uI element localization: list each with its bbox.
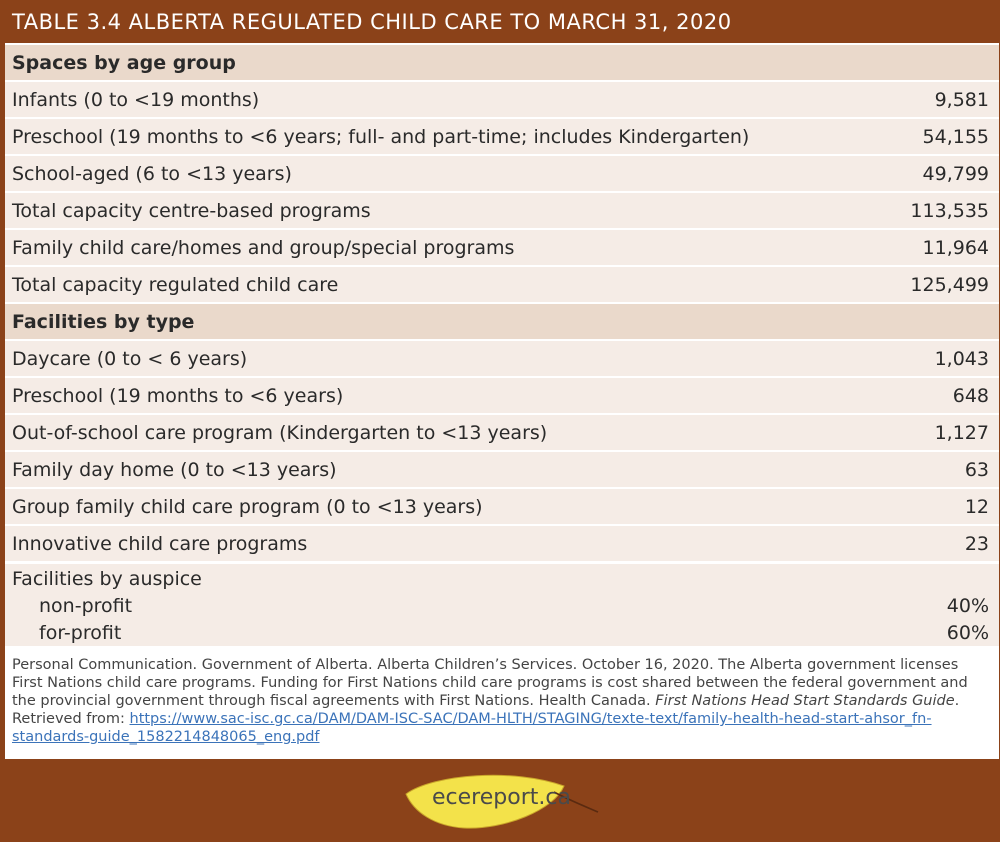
auspice-item-label: for-profit	[39, 622, 122, 644]
row-label: Group family child care program (0 to <13 years)	[12, 495, 483, 518]
row-value: 63	[964, 458, 989, 481]
section-header-label: Facilities by type	[12, 310, 195, 333]
auspice-label: Facilities by auspice	[12, 568, 202, 590]
row-label: Family child care/homes and group/special programs	[12, 236, 515, 259]
table-row	[5, 415, 999, 450]
auspice-row	[5, 622, 999, 644]
row-label: Preschool (19 months to <6 years; full- and part-time; includes Kindergarten)	[12, 125, 750, 148]
source-note	[12, 656, 987, 746]
table-row	[5, 526, 999, 561]
section-header-spaces	[5, 45, 999, 80]
note-text: Personal Communication. Government of Alberta. Alberta Children’s Services. October 16, 2020. The Alberta government licenses First Nations child care programs. Funding for First Nations child care programs is cost shared between the federal government and the provincial government through fiscal agreements with First Nations. Health Canada.	[12, 657, 968, 709]
row-value: 23	[964, 532, 989, 555]
table-row	[5, 156, 999, 191]
table-row	[5, 378, 999, 413]
logo-text[interactable]: ecereport.ca	[432, 785, 571, 810]
row-label: Family day home (0 to <13 years)	[12, 458, 337, 481]
table-row	[5, 230, 999, 265]
source-link[interactable]: https://www.sac-isc.gc.ca/DAM/DAM-ISC-SAC/DAM-HLTH/STAGING/texte-text/family-health-head-start-ahsor_fn-standards-guide_1582214848065_eng.pdf	[12, 711, 932, 745]
row-label: Total capacity centre-based programs	[12, 199, 371, 222]
auspice-item-value: 40%	[946, 595, 989, 617]
row-label: Out-of-school care program (Kindergarten to <13 years)	[12, 421, 548, 444]
table-row	[5, 341, 999, 376]
row-value: 12	[964, 495, 989, 518]
row-value: 648	[952, 384, 989, 407]
table-row	[5, 193, 999, 228]
row-value: 125,499	[910, 273, 989, 296]
table-row	[5, 82, 999, 117]
table-row	[5, 119, 999, 154]
row-value: 113,535	[910, 199, 989, 222]
auspice-item-label: non-profit	[39, 595, 133, 617]
row-value: 54,155	[922, 125, 989, 148]
auspice-item-value: 60%	[946, 622, 989, 644]
table-title: TABLE 3.4 ALBERTA REGULATED CHILD CARE TO MARCH 31, 2020	[12, 10, 732, 34]
row-label: School-aged (6 to <13 years)	[12, 162, 292, 185]
row-label: Infants (0 to <19 months)	[12, 88, 260, 111]
note-italic-title: First Nations Head Start Standards Guide	[655, 693, 955, 709]
row-value: 9,581	[934, 88, 989, 111]
row-label: Daycare (0 to < 6 years)	[12, 347, 248, 370]
row-value: 1,127	[934, 421, 989, 444]
note-after: . Retrieved from:	[12, 693, 960, 727]
row-label: Total capacity regulated child care	[12, 273, 339, 296]
auspice-heading-line	[5, 568, 999, 590]
section-header-facilities	[5, 304, 999, 339]
row-value: 1,043	[934, 347, 989, 370]
table-panel	[5, 43, 999, 759]
auspice-row	[5, 595, 999, 617]
table-row	[5, 489, 999, 524]
table-row	[5, 452, 999, 487]
row-value: 49,799	[922, 162, 989, 185]
section-header-label: Spaces by age group	[12, 51, 236, 74]
row-label: Innovative child care programs	[12, 532, 308, 555]
auspice-block	[5, 564, 999, 646]
row-value: 11,964	[922, 236, 989, 259]
table-row	[5, 267, 999, 302]
row-label: Preschool (19 months to <6 years)	[12, 384, 344, 407]
